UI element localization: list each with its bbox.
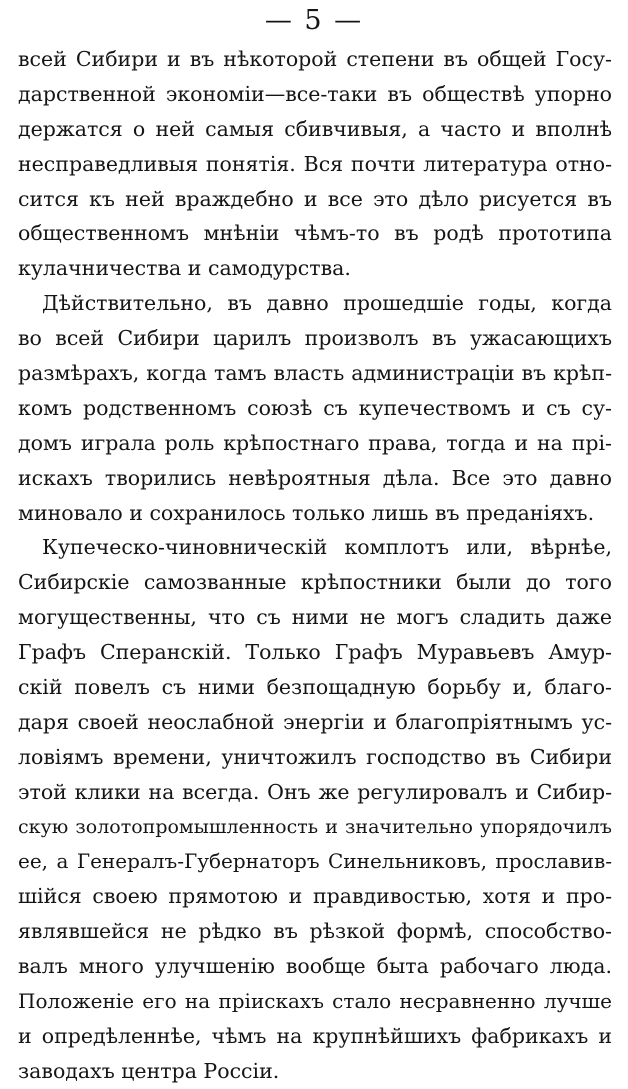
- text-line: миновало и сохранилось только лишь въ преданіяхъ.: [18, 500, 595, 525]
- text-line: Положеніе его на пріискахъ стало несравненно лучше: [18, 989, 612, 1014]
- text-line: ее, а Генералъ-Губернаторъ Синельниковъ, прославив-: [18, 849, 612, 874]
- text-line: являвшейся не рѣдко въ рѣзкой формѣ, способство-: [18, 919, 612, 944]
- text-line: сится къ ней враждебно и все это дѣло рисуется въ: [18, 186, 612, 211]
- text-line: кулачничества и самодурства.: [18, 256, 351, 281]
- text-line: размѣрахъ, когда тамъ власть администраціи въ крѣп-: [18, 361, 612, 386]
- text-line: домъ играла роль крѣпостнаго права, тогда и на прі-: [18, 430, 612, 455]
- paragraph: [18, 42, 612, 286]
- text-line: скій повелъ съ ними безпощадную борьбу и, благо-: [18, 675, 612, 700]
- text-line: валъ много улучшенію вообще быта рабочаго люда.: [18, 954, 612, 979]
- text-line: Сибирскіе самозванные крѣпостники были до того: [18, 570, 612, 595]
- paragraph: [18, 286, 612, 530]
- text-line: комъ родственномъ союзѣ съ купечествомъ и съ су-: [18, 395, 612, 420]
- text-line: несправедливыя понятія. Вся почти литература отно-: [18, 151, 612, 176]
- text-line: Купеческо-чиновническій комплотъ или, вѣрнѣе,: [42, 535, 612, 560]
- paragraph: [18, 530, 612, 1088]
- text-line: Графъ Сперанскій. Только Графъ Муравьевъ Амур-: [18, 640, 612, 665]
- text-line: могущественны, что съ ними не могъ сладить даже: [18, 605, 612, 630]
- text-line: во всей Сибири царилъ произволъ въ ужасающихъ: [18, 326, 612, 351]
- text-line: этой клики на всегда. Онъ же регулировалъ и Сибир-: [18, 779, 612, 804]
- text-line: держатся о ней самыя сбивчивыя, а часто и вполнѣ: [18, 116, 612, 141]
- text-line: общественномъ мнѣніи чѣмъ-то въ родѣ прототипа: [18, 221, 612, 246]
- text-line: всей Сибири и въ нѣкоторой степени въ общей Госу-: [18, 47, 612, 71]
- text-line: заводахъ центра Россіи.: [18, 1058, 280, 1083]
- page-number: — 5 —: [264, 5, 364, 36]
- text-line: Дѣйствительно, въ давно прошедшіе годы, когда: [42, 291, 612, 316]
- text-line: шійся своею прямотою и правдивостью, хотя и про-: [18, 884, 612, 909]
- text-line: дарственной экономіи—все-таки въ обществѣ упорно: [18, 81, 612, 106]
- text-line: и опредѣленнѣе, чѣмъ на крупнѣйшихъ фабрикахъ и: [18, 1023, 612, 1048]
- text-line: искахъ творились невѣроятныя дѣла. Все это давно: [18, 465, 612, 490]
- text-line: ловіямъ времени, уничтожилъ господство въ Сибири: [18, 744, 612, 769]
- page-body: [18, 42, 612, 1089]
- text-line: даря своей неослабной энергіи и благопріятнымъ ус-: [18, 709, 612, 734]
- text-line: скую золотопромышленность и значительно упорядочилъ: [18, 815, 612, 838]
